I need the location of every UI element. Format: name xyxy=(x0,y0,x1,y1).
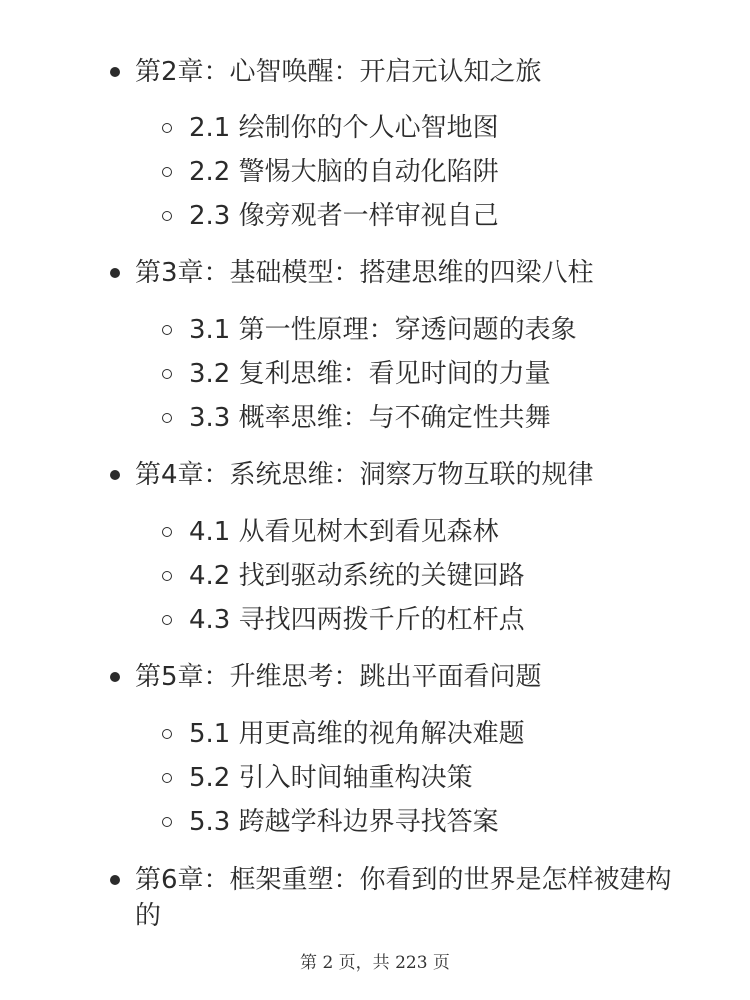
section-title: 2.1 绘制你的个人心智地图 xyxy=(189,113,499,143)
section-item xyxy=(162,558,702,594)
section-title: 5.3 跨越学科边界寻找答案 xyxy=(189,807,499,837)
section-title: 3.2 复利思维：看见时间的力量 xyxy=(189,359,551,389)
section-title: 4.1 从看见树木到看见森林 xyxy=(189,517,499,547)
bullet-icon xyxy=(110,470,120,480)
chapter-item xyxy=(110,457,690,493)
hollow-bullet-icon xyxy=(162,413,172,423)
section-title: 3.1 第一性原理：穿透问题的表象 xyxy=(189,315,577,345)
section-title: 2.3 像旁观者一样审视自己 xyxy=(189,201,499,231)
section-title: 4.2 找到驱动系统的关键回路 xyxy=(189,561,525,591)
section-item xyxy=(162,804,702,840)
bullet-icon xyxy=(110,268,120,278)
chapter-item xyxy=(110,862,690,934)
section-title: 5.1 用更高维的视角解决难题 xyxy=(189,719,525,749)
bullet-icon xyxy=(110,67,120,77)
hollow-bullet-icon xyxy=(162,773,172,783)
section-item xyxy=(162,602,702,638)
chapter-title: 第6章：框架重塑：你看到的世界是怎样被建构的 xyxy=(135,865,672,931)
section-title: 5.2 引入时间轴重构决策 xyxy=(189,763,473,793)
chapter-title: 第5章：升维思考：跳出平面看问题 xyxy=(135,662,542,692)
chapter-title: 第4章：系统思维：洞察万物互联的规律 xyxy=(135,460,594,490)
hollow-bullet-icon xyxy=(162,571,172,581)
bullet-icon xyxy=(110,875,120,885)
section-title: 3.3 概率思维：与不确定性共舞 xyxy=(189,403,551,433)
section-item xyxy=(162,716,702,752)
chapter-title: 第3章：基础模型：搭建思维的四梁八柱 xyxy=(135,258,594,288)
page-number: 第 2 页，共 223 页 xyxy=(300,953,450,973)
hollow-bullet-icon xyxy=(162,369,172,379)
hollow-bullet-icon xyxy=(162,729,172,739)
section-title: 4.3 寻找四两拨千斤的杠杆点 xyxy=(189,605,525,635)
section-title: 2.2 警惕大脑的自动化陷阱 xyxy=(189,157,499,187)
hollow-bullet-icon xyxy=(162,817,172,827)
section-item xyxy=(162,760,702,796)
section-item xyxy=(162,514,702,550)
hollow-bullet-icon xyxy=(162,615,172,625)
bullet-icon xyxy=(110,672,120,682)
section-item xyxy=(162,400,702,436)
chapter-item xyxy=(110,659,690,695)
hollow-bullet-icon xyxy=(162,527,172,537)
section-item xyxy=(162,312,702,348)
hollow-bullet-icon xyxy=(162,325,172,335)
chapter-title: 第2章：心智唤醒：开启元认知之旅 xyxy=(135,57,542,87)
hollow-bullet-icon xyxy=(162,211,172,221)
section-item xyxy=(162,110,702,146)
hollow-bullet-icon xyxy=(162,123,172,133)
section-item xyxy=(162,154,702,190)
section-item xyxy=(162,198,702,234)
hollow-bullet-icon xyxy=(162,167,172,177)
chapter-item xyxy=(110,255,690,291)
section-item xyxy=(162,356,702,392)
chapter-item xyxy=(110,54,690,90)
